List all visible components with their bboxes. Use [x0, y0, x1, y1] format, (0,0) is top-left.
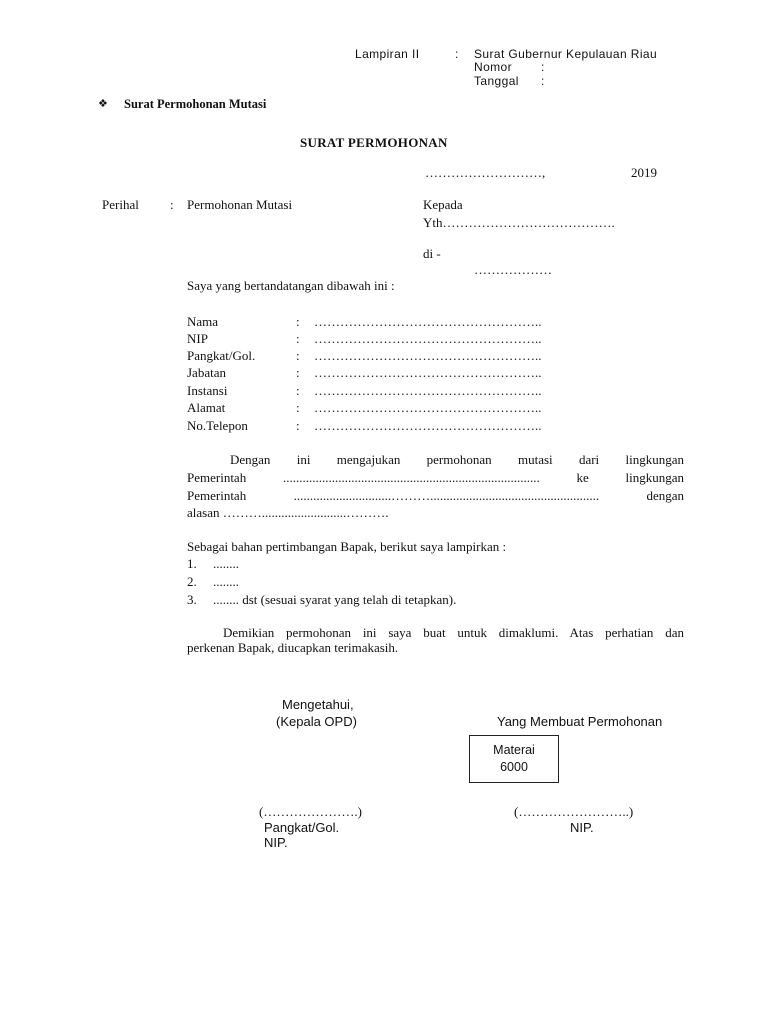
lampiran-colon: :: [455, 47, 459, 61]
right-signature-title: Yang Membuat Permohonan: [497, 714, 663, 729]
left-signer-name: (………………….): [259, 804, 362, 819]
field-value: ……………………………………………..: [314, 383, 542, 398]
field-colon: :: [296, 314, 300, 329]
field-value: ……………………………………………..: [314, 348, 542, 363]
field-value: ……………………………………………..: [314, 418, 542, 433]
section-title: Surat Permohonan Mutasi: [124, 97, 267, 111]
left-signature-role: (Kepala OPD): [276, 714, 357, 729]
materai-label: Materai: [493, 743, 535, 757]
field-value: ……………………………………………..: [314, 400, 542, 415]
field-colon: :: [296, 418, 300, 433]
lampiran-value: Surat Gubernur Kepulauan Riau: [474, 47, 658, 61]
left-signer-nip: NIP.: [264, 835, 288, 850]
list-number: 1.: [187, 556, 197, 571]
letter-year: 2019: [631, 165, 657, 180]
list-number: 3.: [187, 592, 197, 607]
field-label: Jabatan: [187, 365, 226, 380]
field-value: ……………………………………………..: [314, 331, 542, 346]
paragraph-line: Dengan ini mengajukan permohonan mutasi dari lingkungan: [230, 452, 684, 467]
field-label: NIP: [187, 331, 208, 346]
field-value: ……………………………………………..: [314, 314, 542, 329]
intro-text: Saya yang bertandatangan dibawah ini :: [187, 278, 395, 293]
materai-value: 6000: [500, 760, 528, 774]
field-value: ……………………………………………..: [314, 365, 542, 380]
lampiran-label: Lampiran II: [355, 47, 420, 61]
place-field: ………………………,: [425, 165, 546, 180]
paragraph-line: perkenan Bapak, diucapkan terimakasih.: [187, 640, 399, 655]
materai-stamp-box: [469, 735, 559, 783]
field-colon: :: [296, 365, 300, 380]
yth-line: Yth………………………………….: [423, 215, 615, 230]
field-colon: :: [296, 400, 300, 415]
field-label: Instansi: [187, 383, 228, 398]
paragraph-line: alasan ………..........................……….: [187, 505, 389, 520]
tanggal-colon: :: [541, 74, 545, 88]
list-item: ........ dst (sesuai syarat yang telah di tetapkan).: [213, 592, 457, 607]
tanggal-label: Tanggal: [474, 74, 519, 88]
right-signer-name: (……………………..): [514, 804, 634, 819]
field-label: Pangkat/Gol.: [187, 348, 256, 363]
field-colon: :: [296, 331, 300, 346]
field-label: No.Telepon: [187, 418, 248, 433]
perihal-label: Perihal: [102, 197, 139, 212]
letter-title: SURAT PERMOHONAN: [300, 135, 448, 150]
di-label: di -: [423, 246, 441, 261]
di-location: ………………: [474, 262, 552, 277]
field-label: Nama: [187, 314, 219, 329]
left-signer-pangkat: Pangkat/Gol.: [264, 820, 340, 835]
list-number: 2.: [187, 574, 197, 589]
paragraph-line: Pemerintah ..............................……….................................................... dengan: [187, 488, 684, 503]
attachments-intro: Sebagai bahan pertimbangan Bapak, berikut saya lampirkan :: [187, 539, 507, 554]
left-signature-title: Mengetahui,: [282, 697, 354, 712]
kepada-label: Kepada: [423, 197, 463, 212]
perihal-value: Permohonan Mutasi: [187, 197, 293, 212]
perihal-colon: :: [170, 197, 174, 212]
list-item: ........: [213, 574, 239, 589]
field-colon: :: [296, 348, 300, 363]
paragraph-line: Demikian permohonan ini saya buat untuk dimaklumi. Atas perhatian dan: [223, 625, 684, 640]
nomor-label: Nomor: [474, 60, 513, 74]
field-colon: :: [296, 383, 300, 398]
paragraph-line: Pemerintah ............................................................................... ke lingkungan: [187, 470, 684, 485]
field-label: Alamat: [187, 400, 226, 415]
list-item: ........: [213, 556, 239, 571]
diamond-bullet-icon: ❖: [98, 97, 108, 110]
nomor-colon: :: [541, 60, 545, 74]
right-signer-nip: NIP.: [570, 820, 594, 835]
